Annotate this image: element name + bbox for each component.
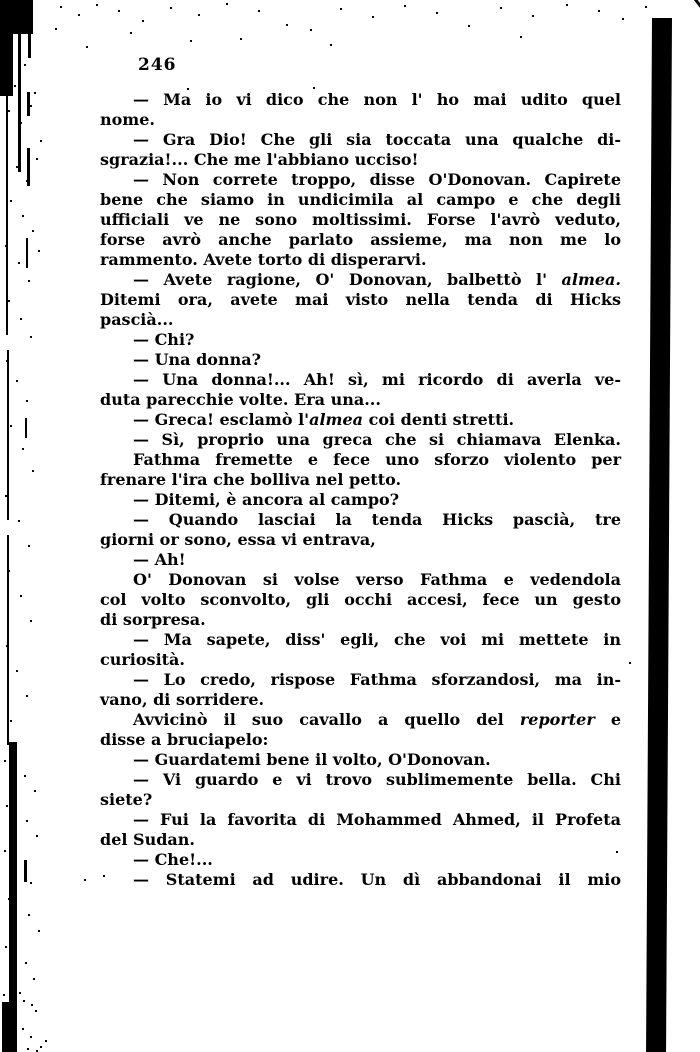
text-segment: rammento. Avete torto di disperarvi. bbox=[100, 250, 427, 269]
text-line bbox=[133, 510, 621, 530]
text-line bbox=[100, 230, 621, 250]
scan-speckles-stray bbox=[0, 0, 2, 2]
text-line bbox=[133, 450, 621, 470]
text-line bbox=[133, 870, 621, 890]
scan-noise-left-line-5 bbox=[28, 0, 31, 58]
text-line bbox=[100, 110, 621, 130]
text-segment: Fathma fremette e fece uno sforzo violento per bbox=[133, 450, 621, 469]
text-segment: coi denti stretti. bbox=[363, 410, 515, 429]
text-segment: — Ma io vi dico che non l' ho mai udito quel bbox=[133, 90, 621, 109]
text-line bbox=[133, 750, 621, 770]
text-line bbox=[133, 330, 621, 350]
text-line bbox=[133, 270, 621, 290]
text-segment: — Fui la favorita di Mohammed Ahmed, il Profeta bbox=[133, 810, 621, 829]
text-line bbox=[100, 830, 621, 850]
text-segment: siete? bbox=[100, 790, 153, 809]
text-line bbox=[100, 610, 621, 630]
text-line bbox=[100, 210, 621, 230]
text-segment-italic: reporter bbox=[519, 710, 595, 729]
text-line bbox=[133, 710, 621, 730]
text-line bbox=[133, 630, 621, 650]
text-segment: pascià... bbox=[100, 310, 174, 329]
text-segment: ufficiali ve ne sono moltissimi. Forse l'avrò veduto, bbox=[100, 210, 621, 229]
text-segment: — Avete ragione, O' Donovan, balbettò l' bbox=[133, 270, 562, 289]
text-line bbox=[133, 170, 621, 190]
text-segment: nome. bbox=[100, 110, 155, 129]
text-line bbox=[133, 850, 621, 870]
text-segment: Ditemi ora, avete mai visto nella tenda di Hicks bbox=[100, 290, 621, 309]
text-segment: giorni or sono, essa vi entrava, bbox=[100, 530, 376, 549]
scan-noise-left-line bbox=[6, 55, 8, 335]
text-segment: — Una donna!... Ah! sì, mi ricordo di averla ve- bbox=[133, 370, 621, 389]
scan-noise-dash bbox=[27, 148, 30, 186]
text-line bbox=[133, 670, 621, 690]
scan-noise-dash bbox=[24, 860, 27, 882]
text-line bbox=[100, 690, 621, 710]
text-segment: — Greca! esclamò l' bbox=[133, 410, 310, 429]
text-line bbox=[100, 470, 621, 490]
text-segment: — Guardatemi bene il volto, O'Donovan. bbox=[133, 750, 491, 769]
text-segment: — Gra Dio! Che gli sia toccata una qualche di- bbox=[133, 130, 621, 149]
text-line bbox=[100, 530, 621, 550]
text-line bbox=[133, 130, 621, 150]
text-segment: — Lo credo, rispose Fathma sforzandosi, ma in- bbox=[133, 670, 621, 689]
text-segment: — Chi? bbox=[133, 330, 195, 349]
text-line bbox=[133, 410, 621, 430]
text-line bbox=[100, 290, 621, 310]
text-line bbox=[100, 590, 621, 610]
text-segment: curiosità. bbox=[100, 650, 185, 669]
page-text bbox=[100, 90, 621, 890]
text-line bbox=[133, 430, 621, 450]
text-segment: sgrazia!... Che me l'abbiano ucciso! bbox=[100, 150, 419, 169]
text-line bbox=[133, 550, 621, 570]
text-segment: forse avrò anche parlato assieme, ma non me lo bbox=[100, 230, 621, 249]
scan-noise-left-line-4 bbox=[18, 0, 21, 172]
text-segment: disse a bruciapelo: bbox=[100, 730, 269, 749]
text-line bbox=[100, 390, 621, 410]
text-line bbox=[133, 90, 621, 110]
text-line bbox=[133, 350, 621, 370]
scan-noise-bottom-left-blob bbox=[2, 1002, 14, 1052]
text-segment: — Statemi ad udire. Un dì abbandonai il mio bbox=[133, 870, 621, 889]
scan-noise-right-bar bbox=[646, 18, 672, 1052]
scan-noise-top-right-slash bbox=[688, 0, 700, 32]
text-line bbox=[100, 790, 621, 810]
text-segment: — Una donna? bbox=[133, 350, 261, 369]
text-line bbox=[100, 190, 621, 210]
text-line bbox=[100, 250, 621, 270]
text-segment: — Non correte troppo, disse O'Donovan. Capirete bbox=[133, 170, 621, 189]
text-segment: del Sudan. bbox=[100, 830, 195, 849]
text-line bbox=[133, 570, 621, 590]
scan-noise-dash bbox=[25, 418, 27, 438]
text-line bbox=[100, 150, 621, 170]
scan-noise-dash bbox=[26, 238, 28, 268]
text-segment: — Ditemi, è ancora al campo? bbox=[133, 490, 400, 509]
text-segment: — Quando lasciai la tenda Hicks pascià, tre bbox=[133, 510, 621, 529]
text-segment: — Che!... bbox=[133, 850, 213, 869]
text-line bbox=[133, 370, 621, 390]
scan-noise-dash bbox=[27, 92, 30, 116]
scan-noise-left-line-3 bbox=[7, 535, 9, 745]
text-segment: Avvicinò il suo cavallo a quello del bbox=[133, 710, 520, 729]
text-line bbox=[100, 310, 621, 330]
text-line bbox=[100, 650, 621, 670]
page-number: 246 bbox=[138, 55, 177, 75]
text-segment: col volto sconvolto, gli occhi accesi, fece un gesto bbox=[100, 590, 621, 609]
text-segment-italic: almea bbox=[309, 410, 363, 429]
text-segment: — Sì, proprio una greca che si chiamava Elenka. bbox=[133, 430, 621, 449]
text-segment: — Ma sapete, diss' egli, che voi mi mettete in bbox=[133, 630, 621, 649]
text-segment: bene che siamo in undicimila al campo e che degli bbox=[100, 190, 621, 209]
text-segment: di sorpresa. bbox=[100, 610, 206, 629]
text-line bbox=[133, 490, 621, 510]
text-segment: — Ah! bbox=[133, 550, 186, 569]
text-segment: vano, di sorridere. bbox=[100, 690, 265, 709]
scan-noise-left-line-2 bbox=[7, 350, 9, 520]
text-segment-italic: almea. bbox=[561, 270, 621, 289]
text-segment: O' Donovan si volse verso Fathma e vedendola bbox=[133, 570, 621, 589]
text-line bbox=[100, 730, 621, 750]
text-line bbox=[133, 770, 621, 790]
text-line bbox=[133, 810, 621, 830]
text-segment: — Vi guardo e vi trovo sublimemente bella. Chi bbox=[133, 770, 621, 789]
text-segment: e bbox=[594, 710, 622, 729]
text-segment: frenare l'ira che bolliva nel petto. bbox=[100, 470, 402, 489]
text-segment: duta parecchie volte. Era una... bbox=[100, 390, 381, 409]
